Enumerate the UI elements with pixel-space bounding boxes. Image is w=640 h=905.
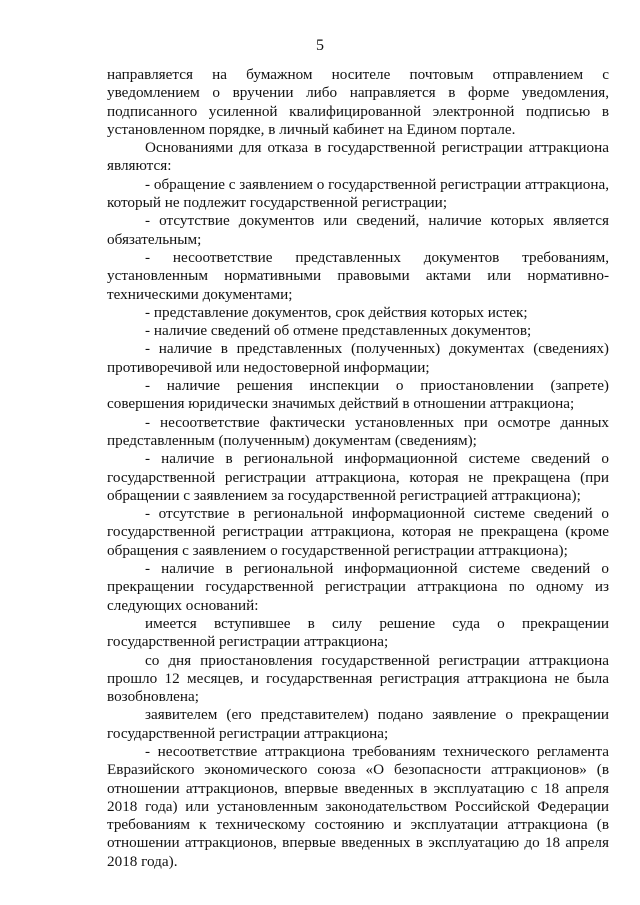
sub-list-item: со дня приостановления государственной регистрации аттракциона прошло 12 месяцев, и государственная регистрация аттракциона не была возобновлена; <box>107 651 609 706</box>
list-item: - обращение с заявлением о государственной регистрации аттракциона, который не подлежит государственной регистрации; <box>107 175 609 212</box>
sub-list-item: заявителем (его представителем) подано заявление о прекращении государственной регистрации аттракциона; <box>107 706 609 742</box>
page-number: 5 <box>316 37 324 54</box>
sub-list-item: имеется вступившее в силу решение суда о прекращении государственной регистрации аттракциона; <box>107 614 609 651</box>
list-item: - наличие решения инспекции о приостановлении (запрете) совершения юридически значимых действий в отношении аттракциона; <box>107 377 609 413</box>
list-item: - наличие сведений об отмене представленных документов; <box>145 322 532 340</box>
list-item: - отсутствие документов или сведений, наличие которых является обязательным; <box>107 212 609 248</box>
list-item: - несоответствие представленных документов требованиям, установленным нормативными правовыми актами или нормативно-техническими документами; <box>107 248 609 303</box>
paragraph-refusal-grounds-intro: Основаниями для отказа в государственной регистрации аттракциона являются: <box>107 139 609 175</box>
list-item: - наличие в региональной информационной системе сведений о прекращении государственной регистрации аттракциона по одному из следующих оснований: <box>107 560 609 614</box>
list-item: - отсутствие в региональной информационной системе сведений о государственной регистрации аттракциона, которая не прекращена (кроме обращения с заявлением о государственной регистрации аттракциона); <box>107 505 609 559</box>
list-item: - несоответствие аттракциона требованиям технического регламента Евразийского экономического союза «О безопасности аттракционов» (в отношении аттракционов, впервые введенных в эксплуатацию с 18 апреля 2018 года) или установленным законодательством Российской Федерации требованиям к техническому состоянию и эксплуатации аттракциона (в отношении аттракционов, впервые введенных в эксплуатацию до 18 апреля 2018 года). <box>107 742 609 870</box>
list-item: - наличие в региональной информационной системе сведений о государственной регистрации аттракциона, которая не прекращена (при обращении с заявлением за государственной регистрацией аттракциона); <box>107 450 609 504</box>
list-item: - представление документов, срок действия которых истек; <box>145 303 528 321</box>
document-body <box>107 66 609 871</box>
list-item: - наличие в представленных (полученных) документах (сведениях) противоречивой или недостоверной информации; <box>107 340 609 376</box>
list-item: - несоответствие фактически установленных при осмотре данных представленным (полученным) документам (сведениям); <box>107 413 609 449</box>
paragraph-continuation: направляется на бумажном носителе почтовым отправлением с уведомлением о вручении либо направляется в форме уведомления, подписанного усиленной квалифицированной электронной подписью в установленном порядке, в личный кабинет на Едином портале. <box>107 66 609 138</box>
